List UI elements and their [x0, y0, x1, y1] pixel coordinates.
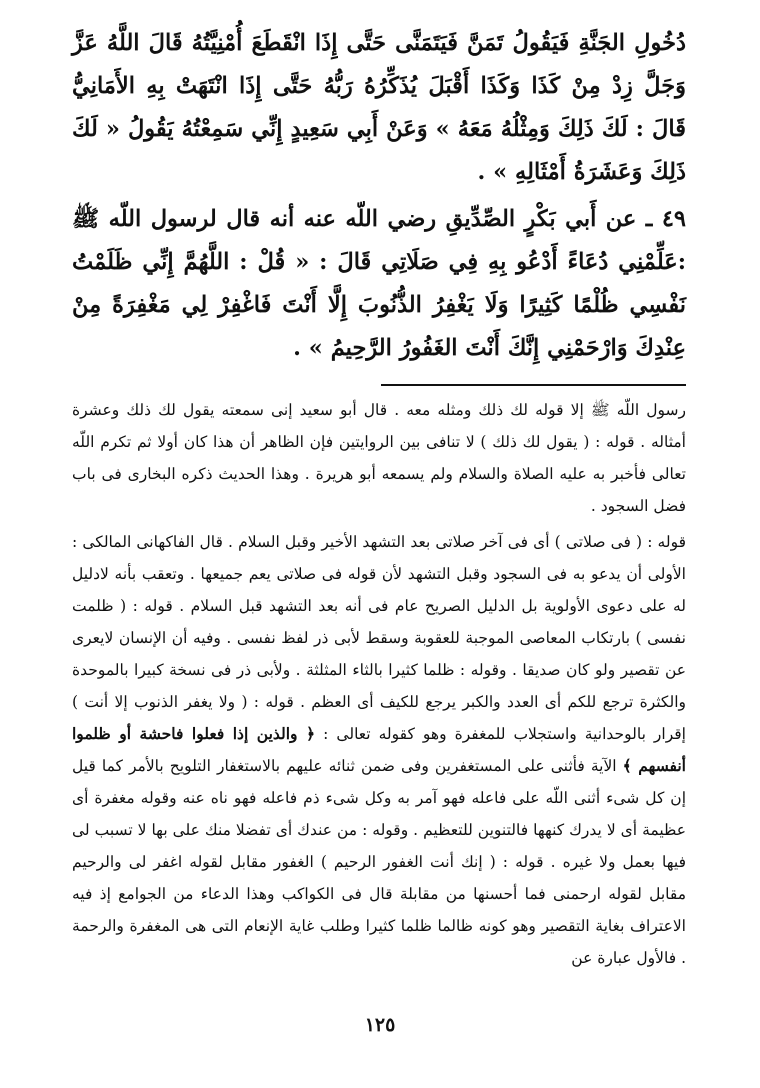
footnote-separator [381, 384, 686, 386]
quran-verse: ﴿ والذين إذا فعلوا فاحشة أو ظلموا أنفسهم ﴾ [72, 724, 686, 775]
page-number: ١٢٥ [364, 1014, 396, 1036]
footnotes [72, 394, 686, 974]
footnote-text: قوله : ( فى صلاتى ) أى فى آخر صلاتى بعد التشهد الأخير وقبل السلام . قال الفاكهانى المالكى : الأولى أن يدعو به فى السجود وقبل التشهد لأن قوله فى صلاتى يعم جميعها . وتعقب بأنه لادليل له على دعوى الأولوية بل الدليل الصريح عام فى أنه بعد التشهد قبل السلام . قوله : ( ظلمت نفسى ) بارتكاب المعاصى الموجبة للعقوبة وسقط لأبى ذر لفظ نفسى . وفيه أن الإنسان لايعرى عن تقصير ولو كان صديقا . وقوله : ظلما كثيرا بالثاء المثلثة . ولأبى ذر فى نسخة كبيرا بالموحدة والكثرة ترجع للكم أى العدد والكبر يرجع للكيف أى العظم . قوله : ( ولا يغفر الذنوب إلا أنت ) إقرار بالوحدانية واستجلاب للمغفرة وهو كقوله تعالى : [72, 533, 686, 743]
main-paragraph: دُخُولِ الجَنَّةِ فَيَقُولُ تَمَنَّ فَيَتَمَنَّى حَتَّى إِذَا انْقَطَعَ أُمْنِيَّتُهُ قَالَ اللَّهُ عَزَّ وَجَلَّ زِدْ مِنْ كَذَا وَكَذَا أَقْبَلَ يُذَكِّرُهُ رَبُّهُ حَتَّى إِذَا انْتَهَتْ بِهِ الأَمَانِيُّ قَالَ : لَكَ ذَلِكَ وَمِثْلُهُ مَعَهُ » وَعَنْ أَبِي سَعِيدٍ إِنِّي سَمِعْتُهُ يَقُولُ « لَكَ ذَلِكَ وَعَشَرَةُ أَمْثَالِهِ » . [72, 30, 686, 185]
footnote-paragraph [72, 526, 686, 974]
hadith-49-paragraph: ٤٩ ـ عن أَبي بَكْرٍ الصِّدِّيقِ رضي اللّه عنه أنه قال لرسول اللّه ﷺ :عَلِّمْنِي دُعَاءً أَدْعُو بِهِ فِي صَلَاتِي قَالَ : « قُلْ : اللَّهُمَّ إِنِّي ظَلَمْتُ نَفْسِي ظُلْمًا كَثِيرًا وَلَا يَغْفِرُ الذُّنُوبَ إِلَّا أَنْتَ فَاغْفِرْ لِي مَغْفِرَةً مِنْ عِنْدِكَ وَارْحَمْنِي إِنَّكَ أَنْتَ الغَفُورُ الرَّحِيمُ » . [72, 206, 686, 361]
main-text [72, 22, 686, 370]
footnote-paragraph: رسول اللّه ﷺ إلا قوله لك ذلك ومثله معه . قال أبو سعيد إنى سمعته يقول لك ذلك وعشرة أمثاله . قوله : ( يقول لك ذلك ) لا تنافى بين الروايتين فإن الظاهر أن هذا كان أولا ثم تكرم اللّه تعالى فأخبر به عليه الصلاة والسلام ولم يسمعه أبو هريرة . وهذا الحديث ذكره البخارى فى باب فضل السجود . [72, 401, 686, 515]
footnote-text: الآية فأثنى على المستغفرين وفى ضمن ثنائه عليهم بالاستغفار التلويح بالأمر كما قيل إن كل شىء أثنى اللّه على فاعله فهو آمر به وكل شىء ذم فاعله فهو ناه عنه وقوله مغفرة أى عظيمة أى لا يدرك كنهها فالتنوين للتعظيم . وقوله : من عندك أى تفضلا منك على بها لا تسبب لى فيها بعمل ولا غيره . قوله : ( إنك أنت الغفور الرحيم ) الغفور مقابل لقوله اغفر لى والرحيم مقابل لقوله ارحمنى فما أحسنها من مقابلة قال فى الكواكب وهذا الدعاء من الجوامع إذ فيه الاعتراف بغاية التقصير وهو كونه ظالما ظلما كثيرا وطلب غاية الإنعام التى هى المغفرة والرحمة . فالأول عبارة عن [72, 757, 686, 967]
